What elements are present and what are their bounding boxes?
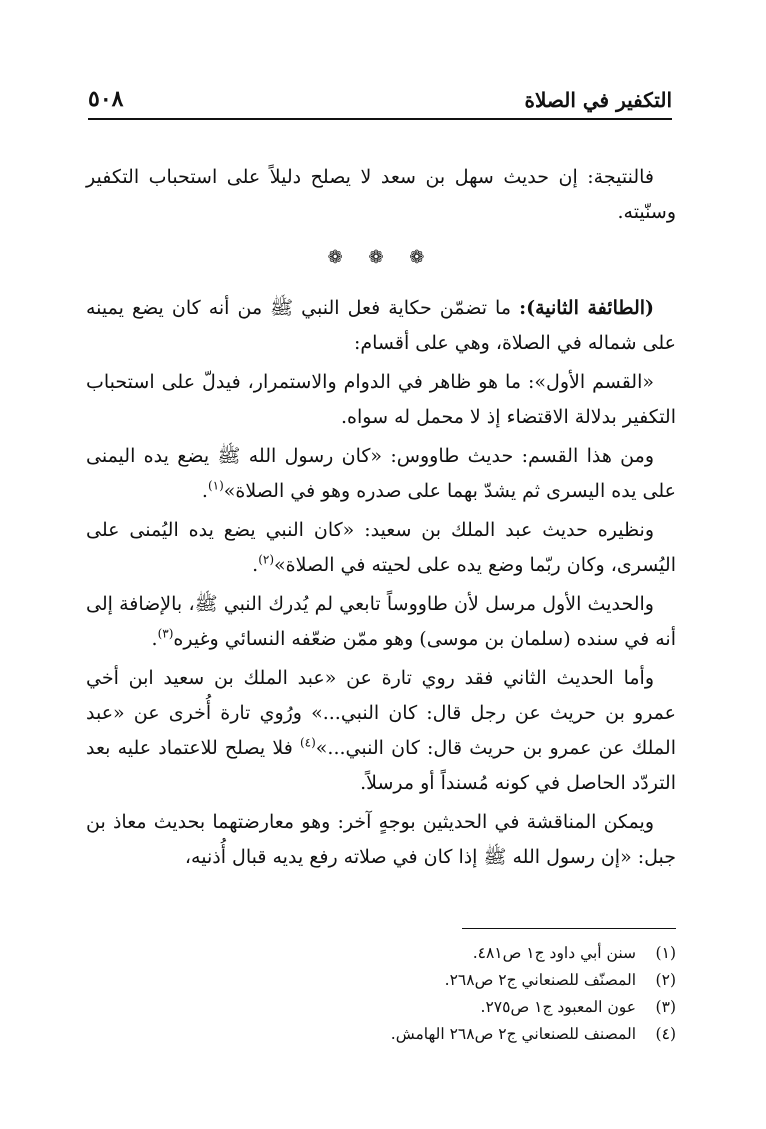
footnote-number: (١)	[655, 944, 676, 962]
paragraph-text-end: فلا يصلح للاعتماد عليه بعد التردّد الحاصل في كونه مُسنداً أو مرسلاً.	[86, 737, 676, 794]
footnote-ref[interactable]: (٣)	[157, 626, 174, 641]
footnote-item	[300, 967, 676, 994]
paragraph-text-end: .	[201, 480, 208, 502]
paragraph-second-group	[86, 291, 676, 361]
footnote-item	[300, 1021, 676, 1048]
paragraph-first-category: «القسم الأول»: ما هو ظاهر في الدوام والاستمرار، فيدلّ على استحباب التكفير بدلالة الاقتضاء إذ لا محمل له سواه.	[86, 371, 676, 428]
paragraph-second-hadith	[86, 661, 676, 801]
footnote-number: (٢)	[655, 971, 676, 989]
footnote-divider	[462, 928, 676, 929]
footnote-item	[300, 994, 676, 1021]
paragraph-conclusion: فالنتيجة: إن حديث سهل بن سعد لا يصلح دليلاً على استحباب التكفير وسنّيته.	[86, 166, 676, 223]
footnote-ref[interactable]: (٤)	[299, 735, 316, 750]
paragraph-text: ونظيره حديث عبد الملك بن سعيد: «كان النبي يضع يده اليُمنى على اليُسرى، وكان ربّما وضع يده على لحيته في الصلاة»	[86, 519, 676, 576]
footnotes	[300, 940, 676, 1048]
footnote-text: سنن أبي داود ج١ ص٤٨١.	[472, 944, 636, 962]
footnote-number: (٤)	[655, 1025, 676, 1043]
footnote-text: المصنّف للصنعاني ج٢ ص٢٦٨.	[444, 971, 636, 989]
paragraph-text-end: .	[151, 628, 158, 650]
footnote-text: عون المعبود ج١ ص٢٧٥.	[480, 998, 636, 1016]
page-header	[88, 80, 672, 120]
paragraph-text: والحديث الأول مرسل لأن طاووساً تابعي لم يُدرك النبي ﷺ، بالإضافة إلى أنه في سنده (سلمان بن موسى) وهو ممّن ضعّفه النسائي وغيره	[86, 593, 676, 650]
footnote-item	[300, 940, 676, 967]
paragraph-text: ومن هذا القسم: حديث طاووس: «كان رسول الله ﷺ يضع يده اليمنى على يده اليسرى ثم يشدّ بهما على صدره وهو في الصلاة»	[86, 445, 676, 502]
paragraph-first-hadith-mursal	[86, 587, 676, 657]
paragraph-tawus-hadith	[86, 439, 676, 509]
footnote-text: المصنف للصنعاني ج٢ ص٢٦٨ الهامش.	[390, 1025, 636, 1043]
main-text	[86, 160, 676, 879]
section-heading: (الطائفة الثانية):	[519, 297, 654, 319]
paragraph-text-end: .	[252, 554, 259, 576]
paragraph-text: ما تضمّن حكاية فعل النبي ﷺ من أنه كان يضع يمينه على شماله في الصلاة، وهي على أقسام:	[86, 297, 676, 354]
footnote-number: (٣)	[655, 998, 676, 1016]
page-number: ٥٠٨	[88, 86, 124, 112]
section-ornament: ❁ ❁ ❁	[327, 247, 435, 268]
paragraph-text: وأما الحديث الثاني فقد روي تارة عن «عبد الملك بن سعيد ابن أخي عمرو بن حريث عن رجل قال: كان النبي...» ورُوي تارة أُخرى عن «عبد الملك عن عمرو بن حريث قال: كان النبي...»	[86, 667, 676, 759]
paragraph-abdulmalik-hadith	[86, 513, 676, 583]
footnote-ref[interactable]: (١)	[207, 478, 224, 493]
footnote-ref[interactable]: (٢)	[258, 552, 275, 567]
paragraph-muadh-hadith: ويمكن المناقشة في الحديثين بوجهٍ آخر: وهو معارضتهما بحديث معاذ بن جبل: «إن رسول الله ﷺ إذا كان في صلاته رفع يديه قبال أُذنيه،	[86, 811, 676, 868]
running-title: التكفير في الصلاة	[524, 88, 672, 112]
